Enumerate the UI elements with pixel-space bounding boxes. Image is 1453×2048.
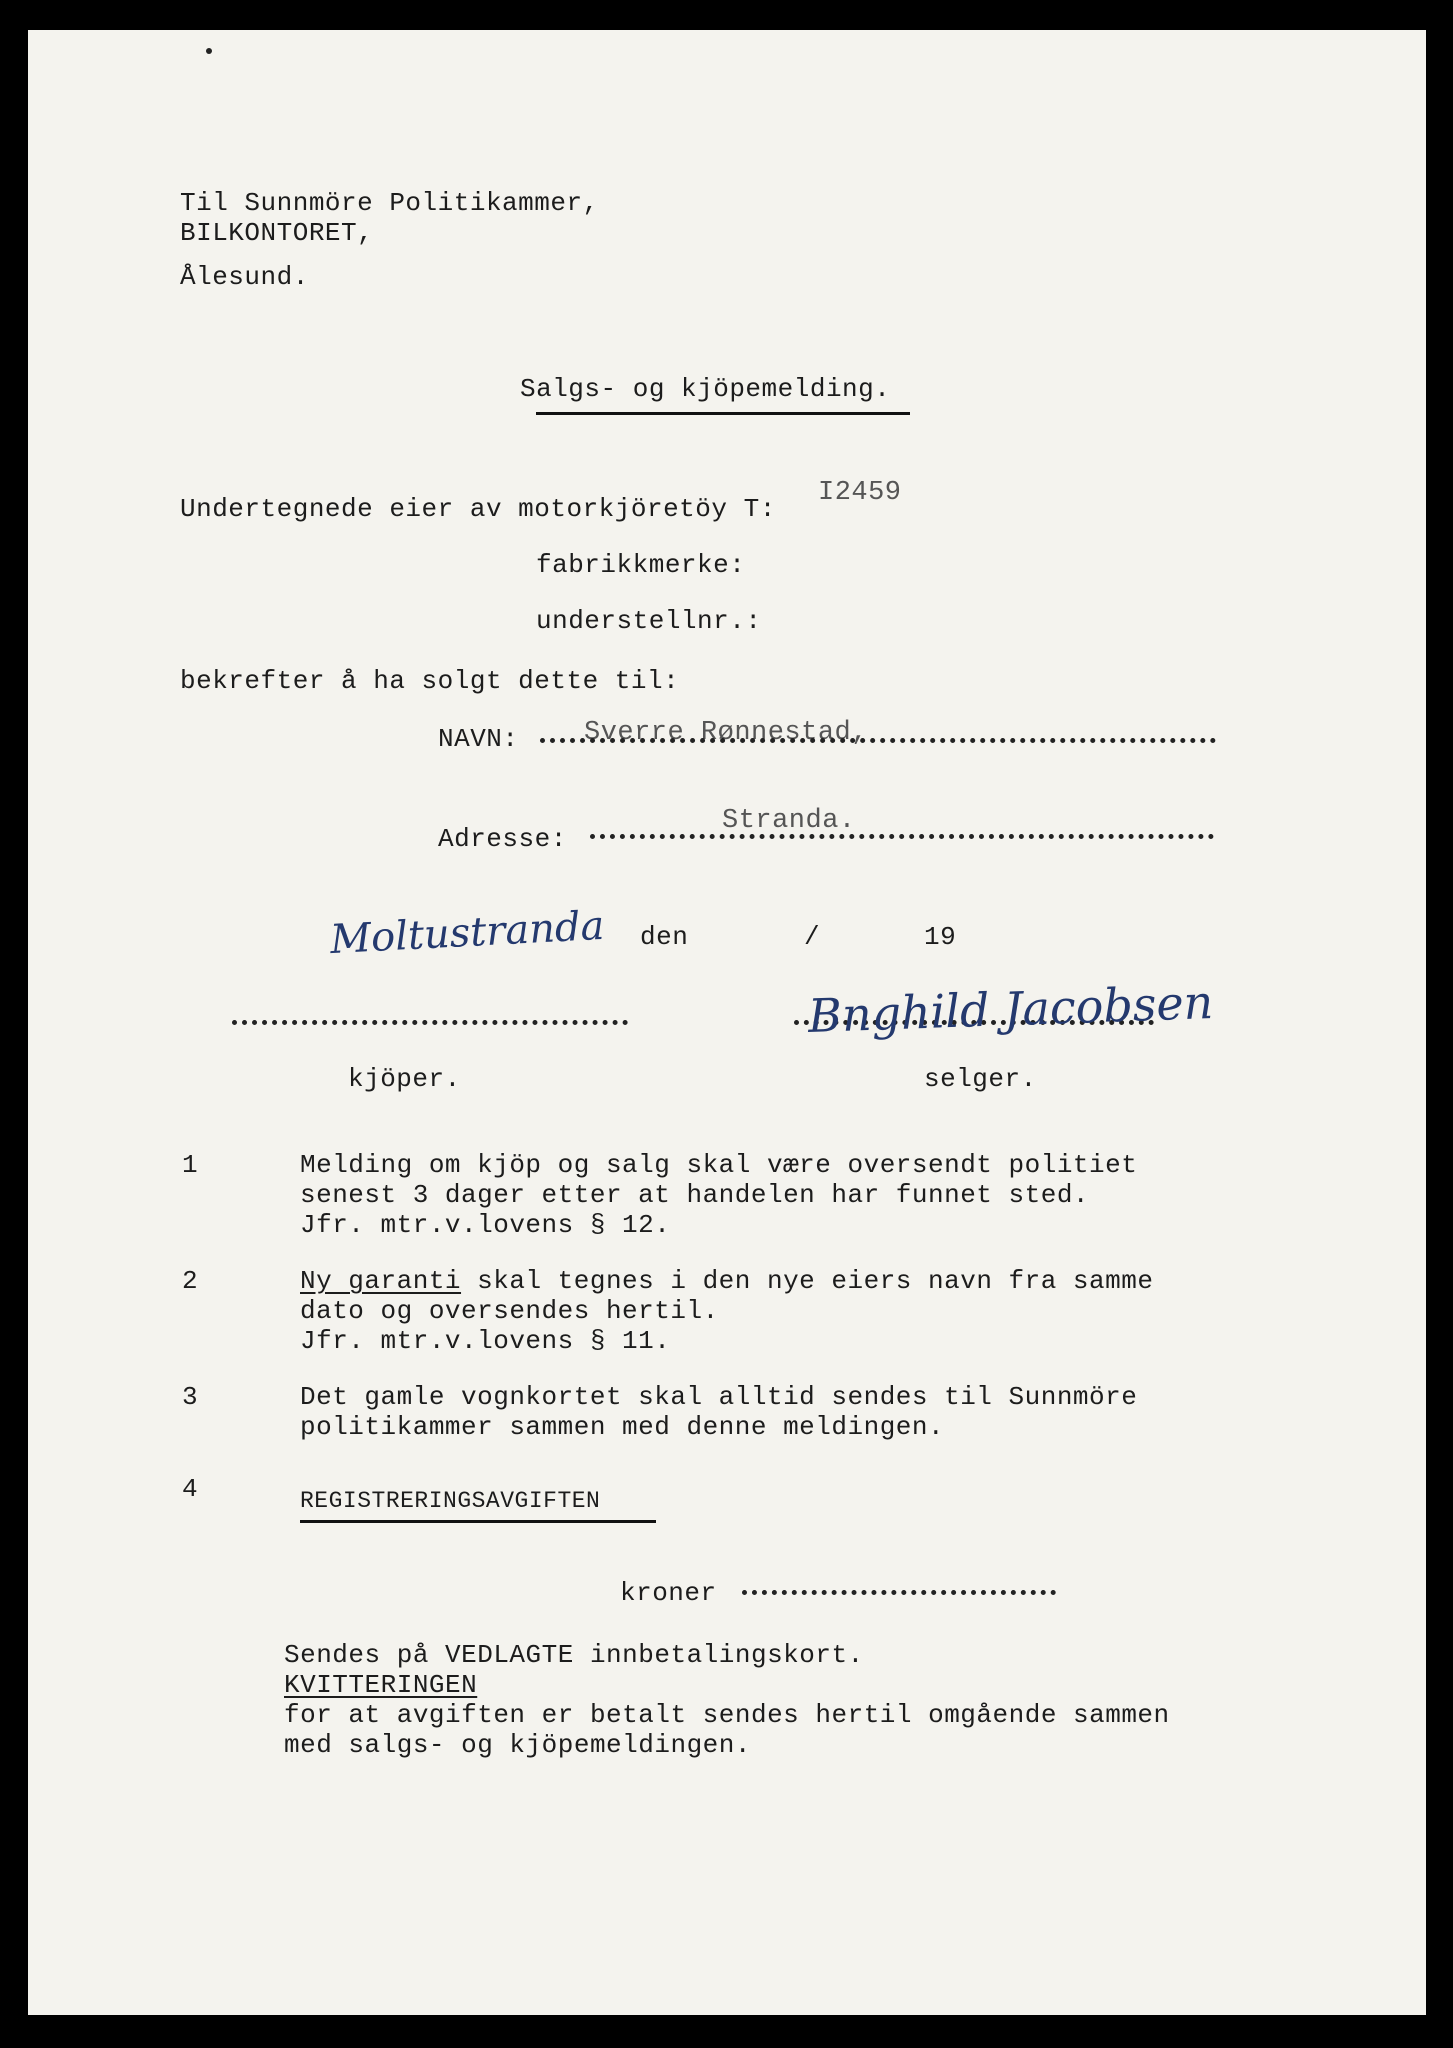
date-year-prefix: 19: [924, 922, 957, 952]
registration-number: I2459: [818, 478, 902, 508]
registration-fee-heading: REGISTRERINGSAVGIFTEN: [300, 1488, 601, 1514]
buyer-address: Stranda.: [722, 806, 856, 836]
page-title: Salgs- og kjöpemelding.: [520, 374, 891, 404]
fee-heading-underline: [300, 1520, 656, 1523]
date-slash: /: [804, 922, 821, 952]
name-label: NAVN:: [438, 724, 519, 754]
note-number-4: 4: [182, 1474, 198, 1504]
note-1-line-1: Melding om kjöp og salg skal være oversendt politiet: [300, 1150, 1138, 1180]
owner-label: Undertegnede eier av motorkjöretöy T:: [180, 494, 776, 524]
payment-line-1: Sendes på VEDLAGTE innbetalingskort.: [284, 1640, 864, 1670]
payment-receipt-heading: KVITTERINGEN: [284, 1670, 478, 1700]
note-1-line-3: Jfr. mtr.v.lovens § 12.: [300, 1210, 671, 1240]
note-2-line-3: Jfr. mtr.v.lovens § 11.: [300, 1326, 671, 1356]
name-dotted-line: [540, 738, 1216, 743]
payment-line-2: for at avgiften er betalt sendes hertil omgående sammen: [284, 1700, 1170, 1730]
date-den-label: den: [640, 922, 689, 952]
note-2-line-2: dato og oversendes hertil.: [300, 1296, 719, 1326]
address-label: Adresse:: [438, 824, 567, 854]
note-3-line-1: Det gamle vognkortet skal alltid sendes til Sunnmöre: [300, 1382, 1138, 1412]
note-2-line-1-rest: skal tegnes i den nye eiers navn fra samme: [461, 1266, 1154, 1296]
document-page: [28, 30, 1426, 2015]
note-number-3: 3: [182, 1382, 198, 1412]
chassis-label: understellnr.:: [536, 606, 762, 636]
note-3-line-2: politikammer sammen med denne meldingen.: [300, 1412, 945, 1442]
ink-speck: [206, 48, 212, 54]
note-2-line-1: [300, 1266, 1153, 1296]
buyer-signature-label: kjöper.: [348, 1064, 461, 1094]
title-underline: [536, 412, 910, 415]
note-number-2: 2: [182, 1266, 198, 1296]
seller-signature-label: selger.: [924, 1064, 1037, 1094]
make-label: fabrikkmerke:: [536, 550, 746, 580]
recipient-line-1: Til Sunnmöre Politikammer,: [180, 188, 599, 218]
recipient-line-2: BILKONTORET,: [180, 218, 374, 248]
note-1-line-2: senest 3 dager etter at handelen har funnet sted.: [300, 1180, 1090, 1210]
recipient-line-3: Ålesund.: [180, 262, 309, 292]
buyer-signature-line: [232, 1020, 628, 1025]
kroner-label: kroner: [620, 1578, 717, 1608]
note-2-emphasis: Ny garanti: [300, 1266, 462, 1296]
note-number-1: 1: [182, 1150, 198, 1180]
buyer-name: Sverre Rønnestad,: [584, 718, 868, 748]
kroner-dotted-line: [742, 1590, 1056, 1595]
address-dotted-line: [590, 834, 1214, 839]
sold-to-label: bekrefter å ha solgt dette til:: [180, 666, 680, 696]
payment-line-3: med salgs- og kjöpemeldingen.: [284, 1730, 751, 1760]
seller-signature: Bnghild Jacobsen: [807, 974, 1215, 1044]
place-handwritten: Moltustranda: [328, 902, 606, 964]
